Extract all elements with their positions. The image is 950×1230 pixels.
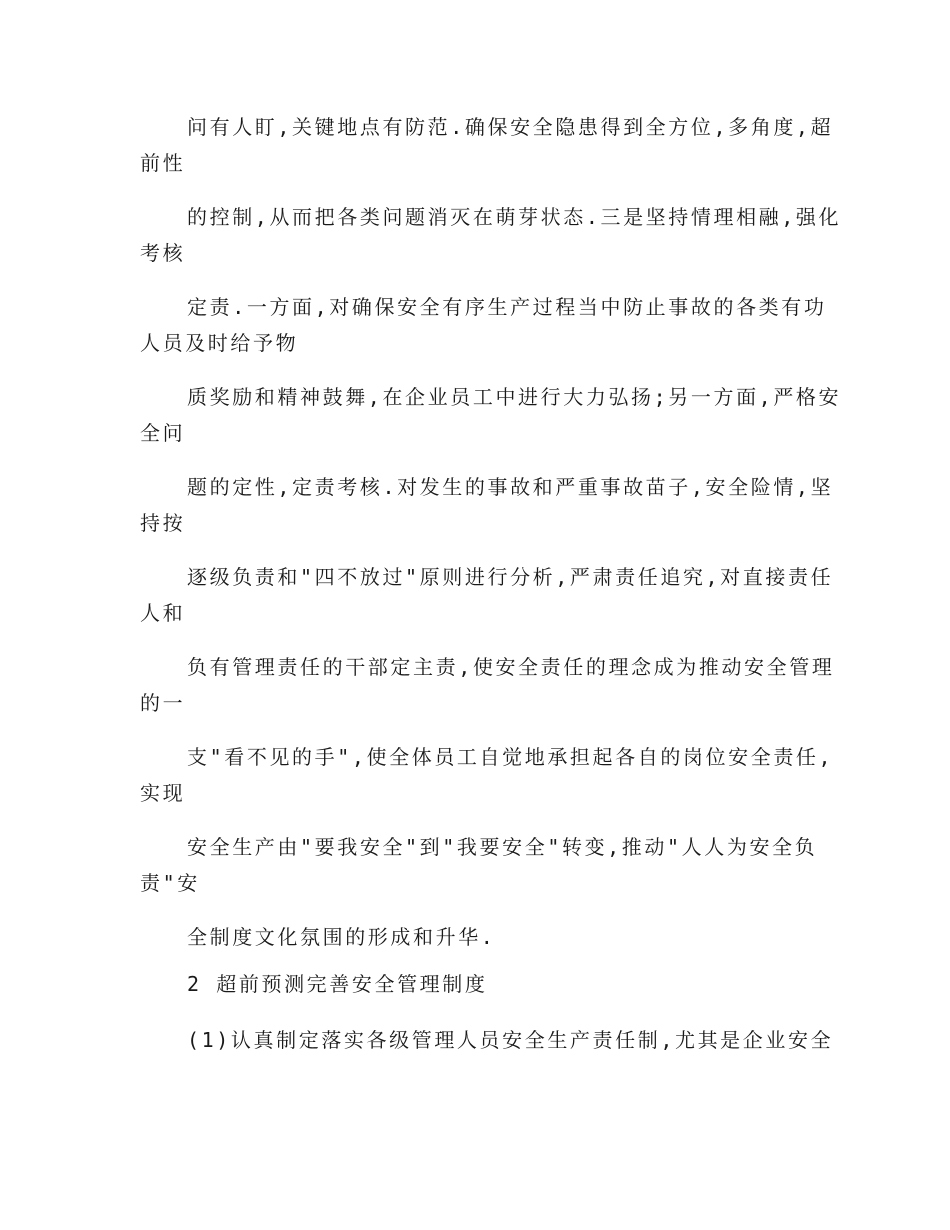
paragraph-line: 人员及时给予物: [140, 331, 299, 355]
paragraph-line: 安全生产由"要我安全"到"我要安全"转变,推动"人人为安全负: [187, 835, 818, 859]
section-heading: 2 超前预测完善安全管理制度: [187, 972, 488, 996]
paragraph-line: (1)认真制定落实各级管理人员安全生产责任制,尤其是企业安全: [187, 1028, 834, 1052]
paragraph-line: 考核: [140, 241, 186, 265]
paragraph-line: 逐级负责和"四不放过"原则进行分析,严肃责任追究,对直接责任: [187, 565, 834, 589]
paragraph-line: 定责.一方面,对确保安全有序生产过程当中防止事故的各类有功: [187, 295, 827, 319]
paragraph-line: 前性: [140, 151, 186, 175]
paragraph-line: 全问: [140, 421, 186, 445]
paragraph-line: 实现: [140, 781, 186, 805]
paragraph-line: 质奖励和精神鼓舞,在企业员工中进行大力弘扬;另一方面,严格安: [187, 385, 842, 409]
paragraph-line: 的一: [140, 691, 186, 715]
paragraph-line: 人和: [140, 601, 186, 625]
paragraph-line: 负有管理责任的干部定主责,使安全责任的理念成为推动安全管理: [187, 655, 835, 679]
paragraph-line: 全制度文化氛围的形成和升华.: [187, 925, 496, 949]
paragraph-line: 问有人盯,关键地点有防范.确保安全隐患得到全方位,多角度,超: [187, 115, 834, 139]
paragraph-line: 的控制,从而把各类问题消灭在萌芽状态.三是坚持情理相融,强化: [187, 205, 842, 229]
paragraph-line: 责"安: [140, 871, 200, 895]
paragraph-line: 题的定性,定责考核.对发生的事故和严重事故苗子,安全险情,坚: [187, 475, 834, 499]
paragraph-line: 持按: [140, 511, 186, 535]
paragraph-line: 支"看不见的手",使全体员工自觉地承担起各自的岗位安全责任,: [187, 745, 834, 769]
